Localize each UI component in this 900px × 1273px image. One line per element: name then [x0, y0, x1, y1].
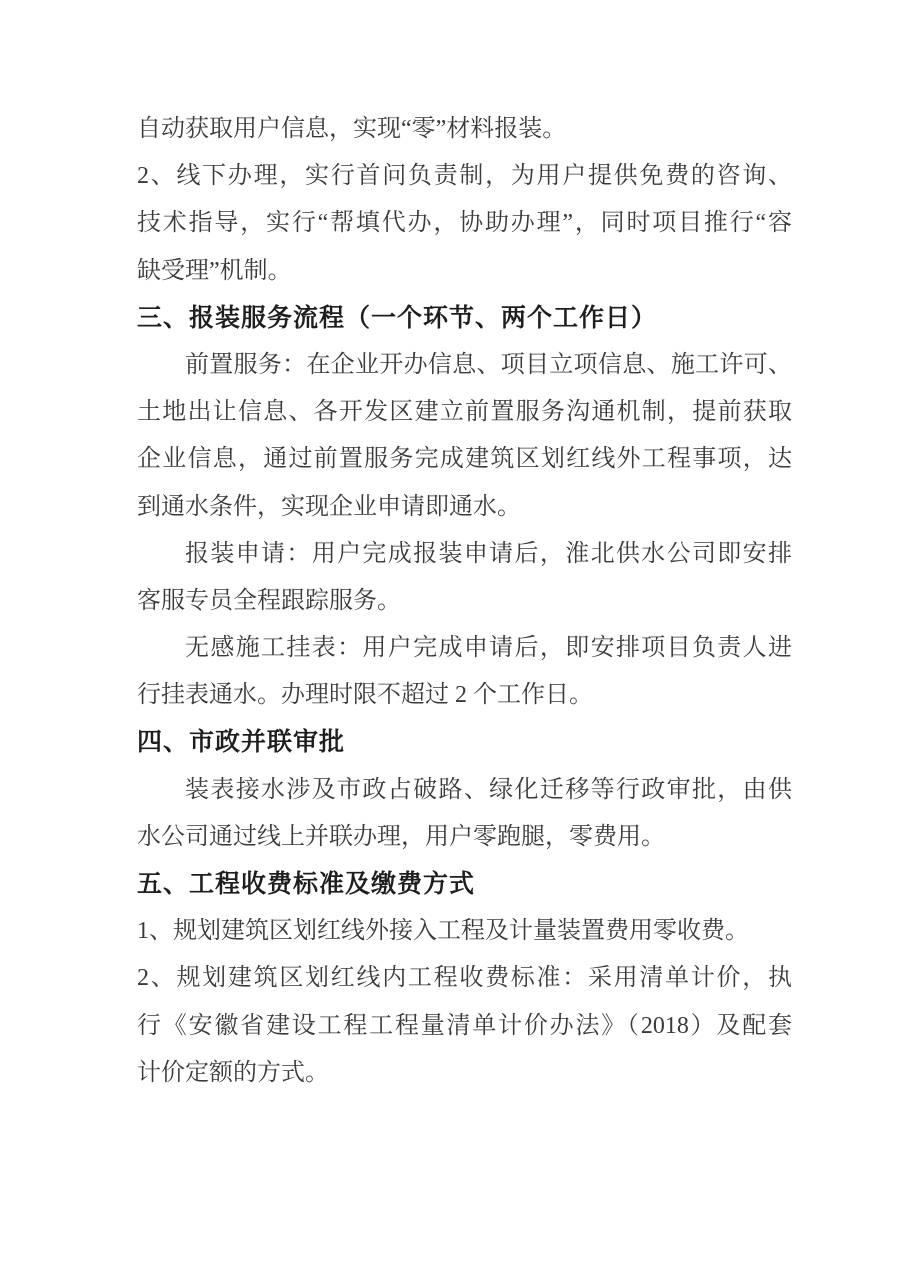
section-heading-3: 三、报装服务流程（一个环节、两个工作日） — [137, 303, 658, 332]
paragraph-line: 无感施工挂表：用户完成申请后，即安排项目负责人进 — [185, 635, 792, 662]
paragraph-line: 缺受理”机制。 — [137, 257, 292, 284]
paragraph-line: 技术指导，实行“帮填代办，协助办理”，同时项目推行“容 — [137, 210, 792, 237]
paragraph-line: 企业信息，通过前置服务完成建筑区划红线外工程事项，达 — [137, 446, 792, 473]
paragraph-line: 2、线下办理，实行首问负责制，为用户提供免费的咨询、 — [137, 163, 792, 190]
paragraph-line: 行挂表通水。办理时限不超过 2 个工作日。 — [137, 682, 593, 709]
section-heading-4: 四、市政并联审批 — [137, 728, 346, 757]
paragraph-line: 土地出让信息、各开发区建立前置服务沟通机制，提前获取 — [137, 399, 792, 426]
paragraph-line: 计价定额的方式。 — [137, 1059, 329, 1086]
section-heading-5: 五、工程收费标准及缴费方式 — [137, 870, 476, 898]
paragraph-line: 装表接水涉及市政占破路、绿化迁移等行政审批，由供 — [185, 776, 792, 803]
paragraph-line: 客服专员全程跟踪服务。 — [137, 587, 401, 614]
paragraph-line: 行《安徽省建设工程工程量清单计价办法》（2018）及配套 — [137, 1012, 792, 1039]
paragraph-line: 水公司通过线上并联办理，用户零跑腿，零费用。 — [137, 823, 665, 850]
paragraph-line: 报装申请：用户完成报装申请后，淮北供水公司即安排 — [185, 540, 792, 567]
document-text-block — [137, 106, 792, 1097]
paragraph-line: 2、规划建筑区划红线内工程收费标准：采用清单计价，执 — [137, 965, 792, 992]
paragraph-line: 到通水条件，实现企业申请即通水。 — [137, 493, 521, 520]
paragraph-line: 1、规划建筑区划红线外接入工程及计量装置费用零收费。 — [137, 918, 749, 945]
paragraph-line: 自动获取用户信息，实现“零”材料报装。 — [137, 116, 567, 142]
paragraph-line: 前置服务：在企业开办信息、项目立项信息、施工许可、 — [185, 351, 792, 378]
